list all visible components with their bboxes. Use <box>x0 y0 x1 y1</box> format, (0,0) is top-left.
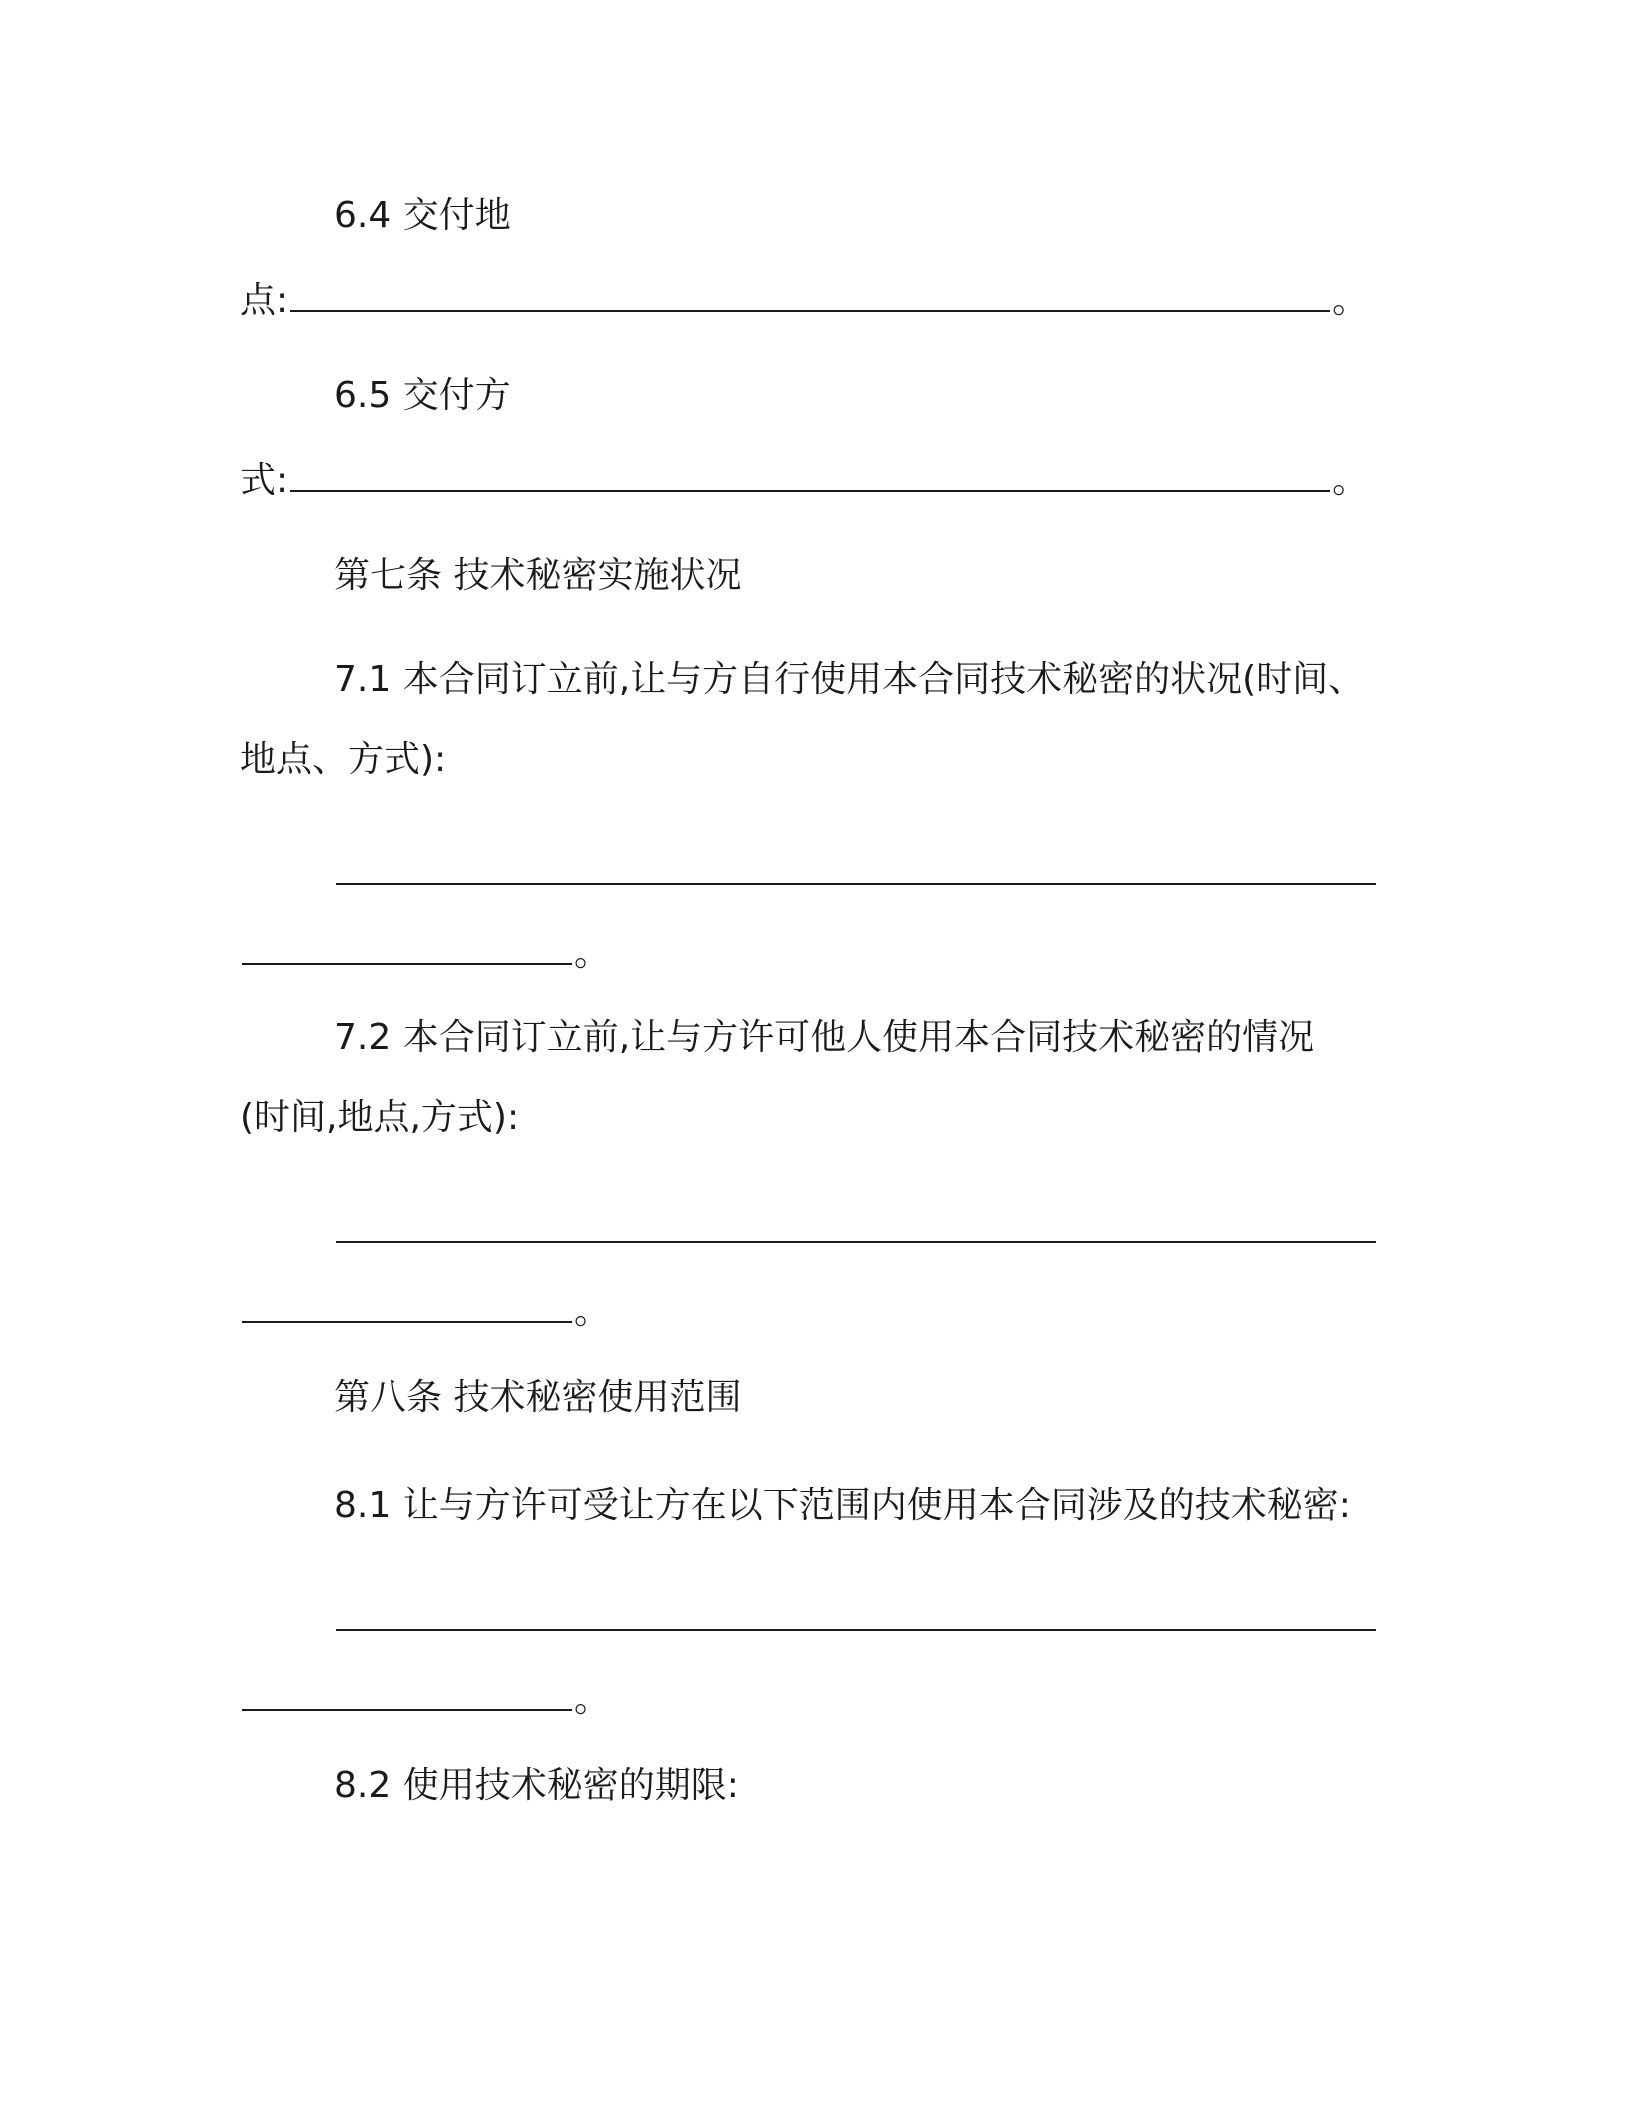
blank-field-license-status-cont[interactable] <box>242 1291 572 1323</box>
blank-field-usage-scope-cont[interactable] <box>242 1679 572 1711</box>
item-7-2-period: 。 <box>574 1291 611 1332</box>
item-8-1-line1-text: 8.1 让与方许可受让方在以下范围内使用本合同涉及的技术秘密: <box>334 1485 1351 1526</box>
item-6-4-period: 。 <box>1332 280 1369 321</box>
item-7-1-line2-text: 地点、方式): <box>240 739 447 780</box>
item-7-2-blank-line1 <box>334 1208 1378 1256</box>
item-7-1-blank-line2 <box>240 930 610 978</box>
item-7-1-period: 。 <box>574 933 611 974</box>
item-6-5-period: 。 <box>1332 460 1369 501</box>
item-7-2-blank-line2 <box>240 1288 610 1336</box>
article-8-title <box>334 1374 741 1422</box>
article-8-title-text: 第八条 技术秘密使用范围 <box>334 1377 742 1418</box>
item-6-4-fill-line <box>240 277 1368 325</box>
blank-field-delivery-location[interactable] <box>290 280 1330 312</box>
item-8-2-line1-text: 8.2 使用技术秘密的期限: <box>334 1765 739 1806</box>
item-7-1-blank-line1 <box>334 850 1378 898</box>
item-7-1-line1-text: 7.1 本合同订立前,让与方自行使用本合同技术秘密的状况(时间、 <box>334 659 1365 700</box>
item-8-1-blank-line2 <box>240 1676 610 1724</box>
article-7-title <box>334 552 741 600</box>
item-6-4-label <box>334 192 511 240</box>
blank-field-self-use-status[interactable] <box>336 853 1376 885</box>
item-6-5-label <box>334 372 511 420</box>
item-6-4-continuation: 点: <box>240 280 289 321</box>
item-8-1-blank-line1 <box>334 1596 1378 1644</box>
item-6-5-fill-line <box>240 457 1368 505</box>
item-6-5-continuation: 式: <box>240 460 289 501</box>
item-8-1-period: 。 <box>574 1679 611 1720</box>
item-7-1-line1 <box>334 656 1364 704</box>
item-6-4-label-text: 6.4 交付地 <box>334 195 511 236</box>
item-7-2-line2-text: (时间,地点,方式): <box>240 1097 520 1138</box>
item-7-2-line1 <box>334 1014 1314 1062</box>
item-8-1-line1 <box>334 1482 1351 1530</box>
item-7-1-line2 <box>240 736 446 784</box>
item-7-2-line1-text: 7.2 本合同订立前,让与方许可他人使用本合同技术秘密的情况 <box>334 1017 1315 1058</box>
blank-field-usage-scope[interactable] <box>336 1599 1376 1631</box>
blank-field-self-use-status-cont[interactable] <box>242 933 572 965</box>
blank-field-delivery-method[interactable] <box>290 460 1330 492</box>
article-7-title-text: 第七条 技术秘密实施状况 <box>334 555 742 596</box>
item-7-2-line2 <box>240 1094 519 1142</box>
blank-field-license-status[interactable] <box>336 1211 1376 1243</box>
item-8-2-line1 <box>334 1762 739 1810</box>
item-6-5-label-text: 6.5 交付方 <box>334 375 511 416</box>
